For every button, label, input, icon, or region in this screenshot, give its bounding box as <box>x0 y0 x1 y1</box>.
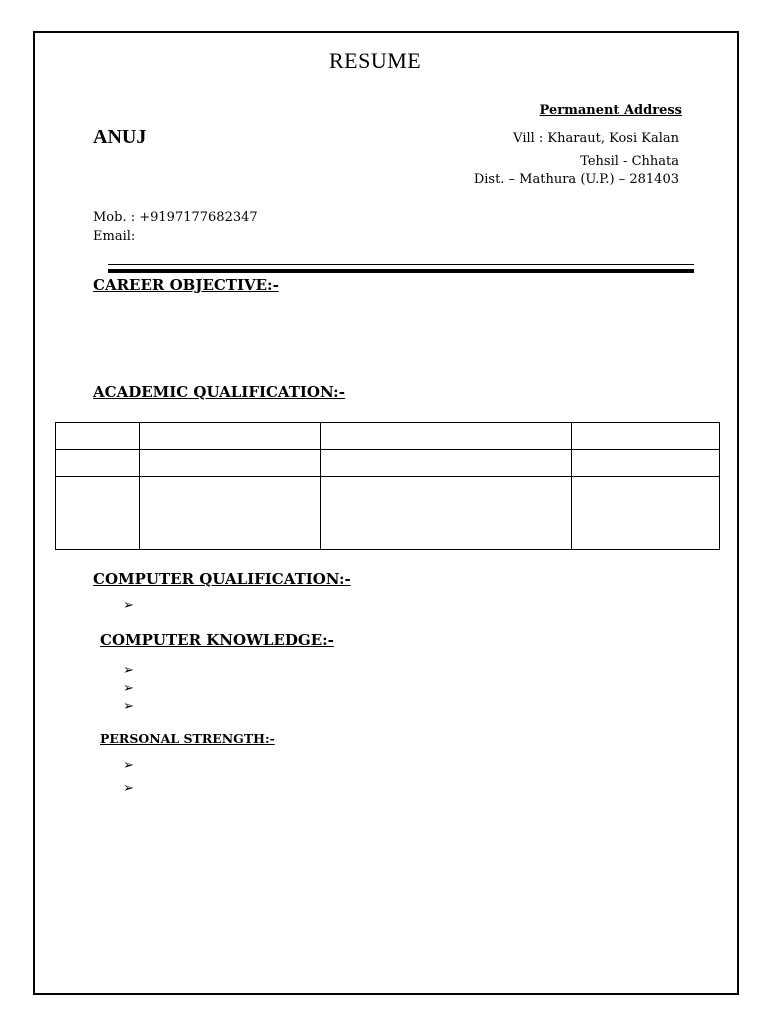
academic-qualification-heading: ACADEMIC QUALIFICATION:- <box>93 383 345 401</box>
document-title: RESUME <box>329 48 422 73</box>
academic-qualification-table <box>55 422 720 550</box>
career-objective-heading: CAREER OBJECTIVE:- <box>93 276 279 294</box>
header-divider-thin <box>108 264 694 265</box>
bullet-icon: ➢ <box>123 758 134 773</box>
table-cell <box>320 423 572 450</box>
table-cell <box>56 477 140 550</box>
table-cell <box>56 450 140 477</box>
email-label: Email: <box>93 229 136 244</box>
table-row <box>56 423 720 450</box>
table-cell <box>139 477 320 550</box>
table-cell <box>320 477 572 550</box>
table-cell <box>139 423 320 450</box>
personal-strength-heading: PERSONAL STRENGTH:- <box>100 731 275 746</box>
table-cell <box>56 423 140 450</box>
bullet-icon: ➢ <box>123 663 134 678</box>
address-line-2: Tehsil - Chhata <box>580 154 679 169</box>
table-cell <box>320 450 572 477</box>
table-cell <box>572 477 720 550</box>
bullet-icon: ➢ <box>123 699 134 714</box>
bullet-icon: ➢ <box>123 781 134 796</box>
address-line-1: Vill : Kharaut, Kosi Kalan <box>513 131 679 146</box>
table-cell <box>572 450 720 477</box>
applicant-name: ANUJ <box>93 126 147 148</box>
table-row <box>56 450 720 477</box>
address-line-3: Dist. – Mathura (U.P.) – 281403 <box>473 172 679 187</box>
table-cell <box>572 423 720 450</box>
bullet-icon: ➢ <box>123 681 134 696</box>
computer-knowledge-heading: COMPUTER KNOWLEDGE:- <box>100 631 334 649</box>
table-row <box>56 477 720 550</box>
computer-qualification-heading: COMPUTER QUALIFICATION:- <box>93 570 351 588</box>
permanent-address-heading: Permanent Address <box>539 103 682 118</box>
header-divider-thick <box>108 269 694 273</box>
mobile-number: Mob. : +9197177682347 <box>93 210 258 225</box>
table-cell <box>139 450 320 477</box>
bullet-icon: ➢ <box>123 598 134 613</box>
